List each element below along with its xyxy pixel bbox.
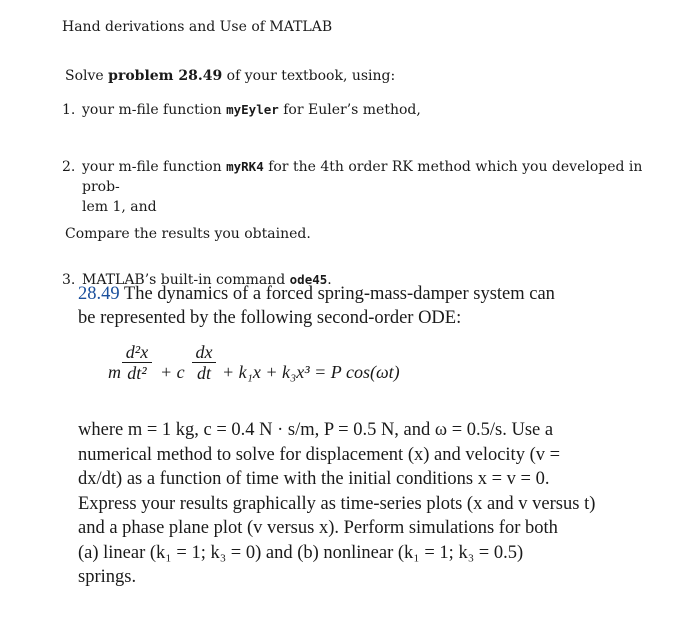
- task-number: 2.: [62, 159, 76, 175]
- eq-num-d2x: d²x: [122, 342, 152, 363]
- description-line: where m = 1 kg, c = 0.4 N · s/m, P = 0.5 N, and ω = 0.5/s. Use a: [78, 420, 554, 440]
- task-item: [62, 157, 682, 217]
- ode-equation: [108, 342, 588, 398]
- task-text-end: .: [327, 272, 332, 288]
- intro-line: [65, 68, 395, 84]
- eq-num-dx: dx: [192, 342, 216, 363]
- task-number: 1.: [62, 102, 76, 118]
- task-text: your m-file function: [82, 102, 227, 118]
- problem-reference: problem 28.49: [108, 68, 223, 84]
- problem-line-1: The dynamics of a forced spring-mass-damper system can: [119, 284, 555, 304]
- task-text-end: for the 4th order RK method which you developed in prob-: [82, 159, 643, 195]
- task-number: 3.: [62, 272, 76, 288]
- task-code: ode45: [289, 272, 328, 287]
- description-line: dx/dt) as a function of time with the initial conditions x = v = 0.: [78, 469, 550, 489]
- task-text-continuation: lem 1, and: [82, 199, 157, 215]
- description-line: Express your results graphically as time-series plots (x and v versus t): [78, 493, 596, 514]
- eq-plus-c: + c: [160, 362, 185, 382]
- eq-mass: m: [108, 362, 121, 382]
- description-line: numerical method to solve for displacement (x) and velocity (v =: [78, 444, 561, 465]
- task-text-end: for Euler’s method,: [278, 102, 421, 118]
- task-text: MATLAB’s built-in command: [82, 272, 290, 288]
- problem-line-2: be represented by the following second-order ODE:: [78, 308, 462, 328]
- problem-description: [78, 418, 648, 590]
- description-line: springs.: [78, 567, 137, 587]
- intro-suffix: of your textbook, using:: [222, 68, 396, 84]
- eq-second-derivative: [122, 342, 152, 383]
- compare-instruction: Compare the results you obtained.: [65, 226, 311, 242]
- description-line: (a) linear (k₁ = 1; k₃ = 0) and (b) nonlinear (k₁ = 1; k₃ = 0.5): [78, 542, 524, 563]
- eq-rest: + k₁x + k₃x³ = P cos(ωt): [222, 362, 400, 382]
- task-code: myRK4: [226, 159, 264, 174]
- task-text: your m-file function: [82, 159, 227, 175]
- task-code: myEyler: [226, 102, 279, 117]
- problem-number: 28.49: [78, 284, 120, 304]
- task-item: [62, 100, 682, 120]
- assignment-header: Hand derivations and Use of MATLAB: [62, 19, 333, 35]
- intro-prefix: Solve: [65, 68, 109, 84]
- problem-statement: [78, 282, 648, 330]
- eq-den-dt: dt: [196, 363, 211, 383]
- eq-den-dt2: dt²: [127, 363, 147, 383]
- eq-first-derivative: [192, 342, 216, 383]
- description-line: and a phase plane plot (v versus x). Perform simulations for both: [78, 518, 558, 538]
